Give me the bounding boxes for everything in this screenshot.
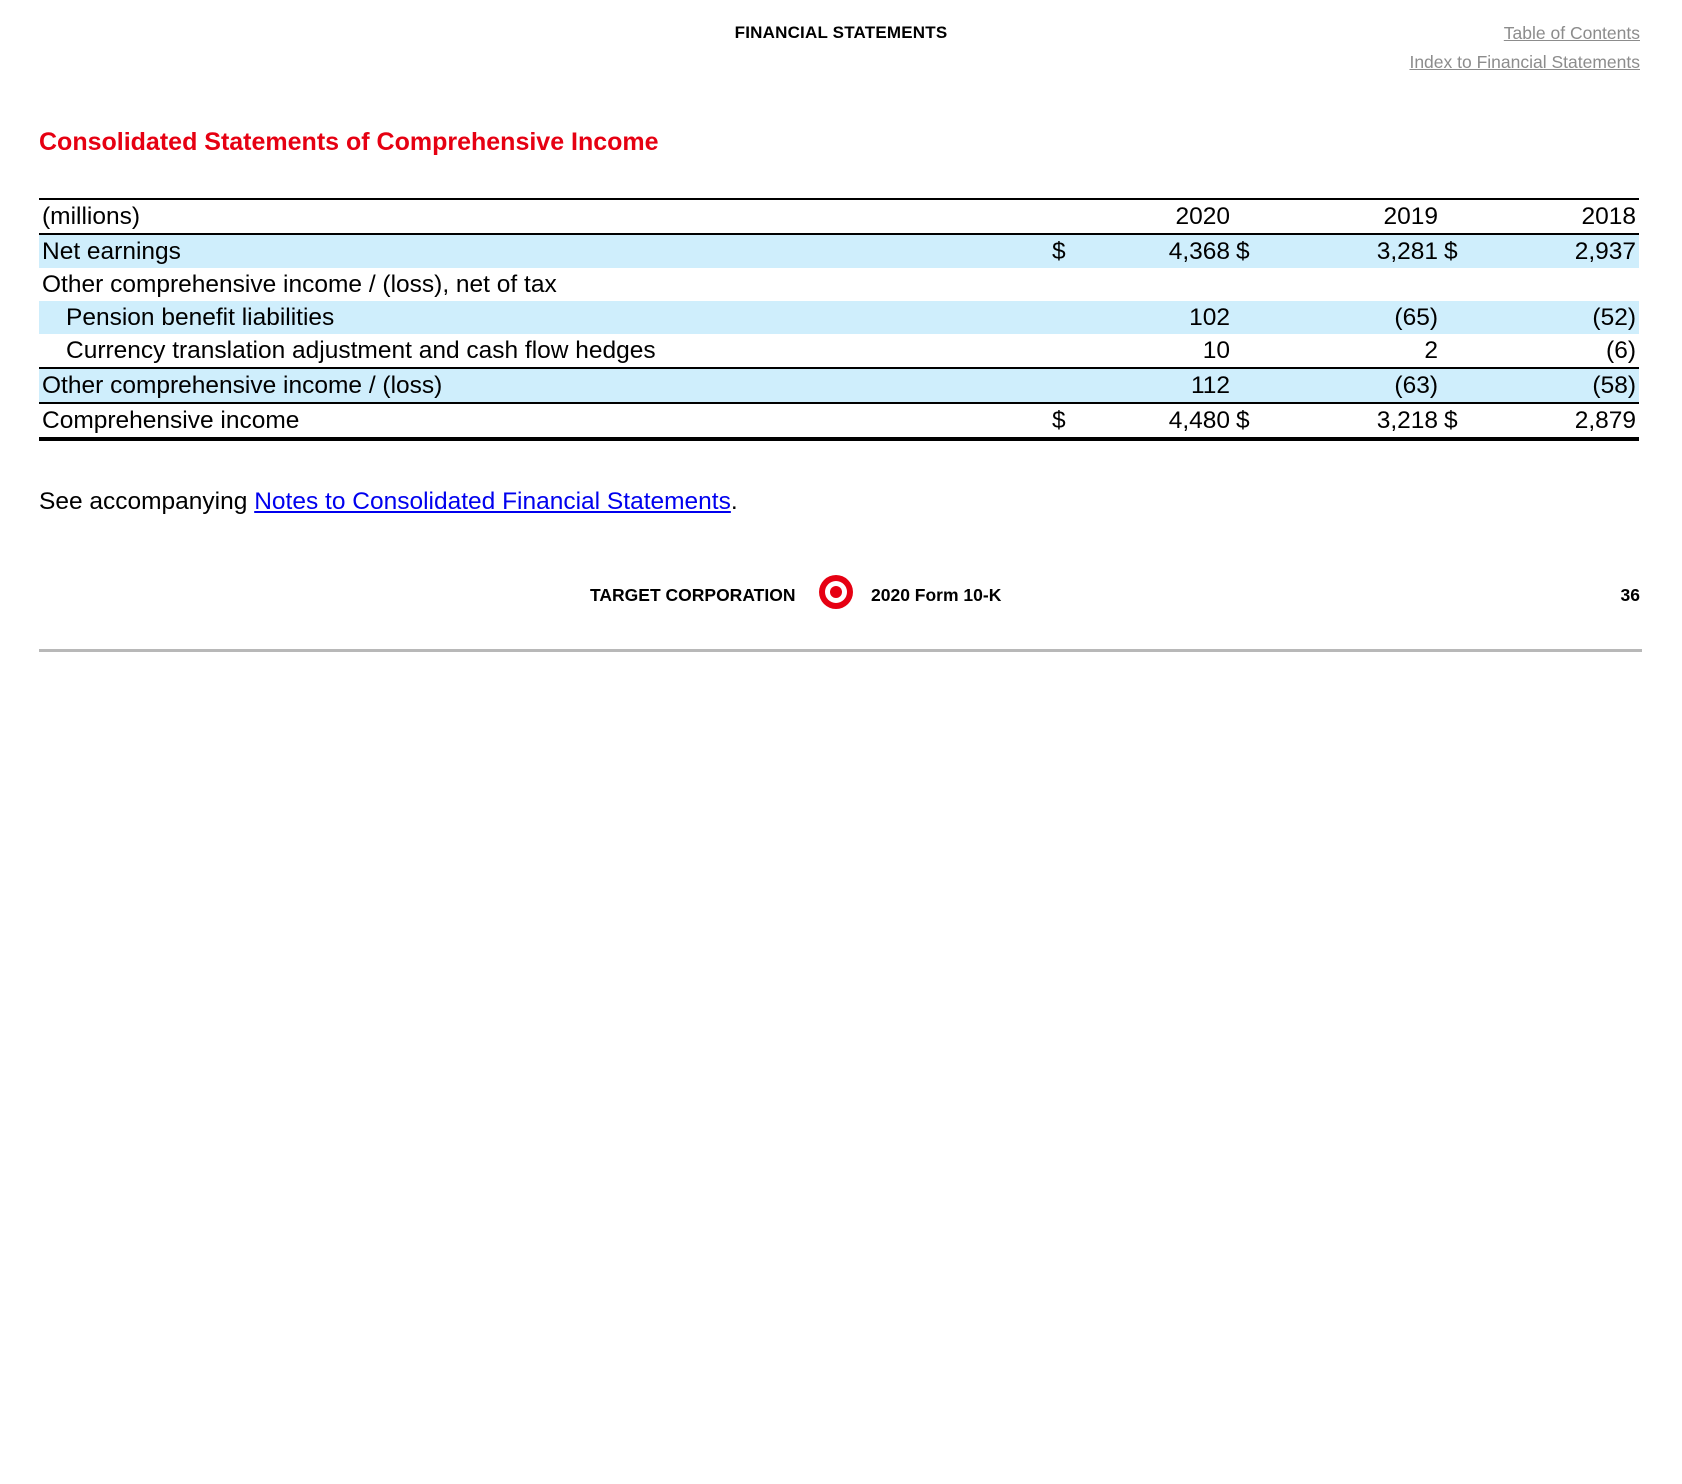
value-2019: 3,281	[1281, 234, 1441, 268]
section-title: FINANCIAL STATEMENTS	[734, 23, 948, 42]
page-number: 36	[1620, 585, 1640, 605]
table-header-row	[39, 199, 1639, 234]
value-2018: 2,879	[1489, 403, 1639, 439]
header-links	[1409, 19, 1640, 77]
page-title: Consolidated Statements of Comprehensive Income	[39, 128, 659, 156]
currency-symbol: $	[1049, 403, 1073, 439]
target-bullseye-icon	[817, 573, 855, 611]
table-row	[39, 334, 1639, 368]
value-2018: 2,937	[1489, 234, 1639, 268]
year-header-2020: 2020	[1073, 199, 1233, 234]
value-2019: 2	[1424, 337, 1438, 364]
value-2018: (58)	[1489, 368, 1639, 403]
footer-company: TARGET CORPORATION	[590, 585, 796, 605]
currency-symbol: $	[1233, 403, 1257, 439]
table-row	[39, 403, 1639, 439]
comprehensive-income-table	[39, 198, 1639, 441]
value-2020: 4,480	[1073, 403, 1233, 439]
table-row	[39, 368, 1639, 403]
value-2018: (6)	[1606, 337, 1636, 364]
table-row	[39, 268, 1639, 301]
page-divider	[39, 649, 1642, 652]
row-label: Comprehensive income	[39, 403, 1049, 439]
year-header-2018: 2018	[1489, 199, 1639, 234]
index-to-financial-statements-link[interactable]: Index to Financial Statements	[1409, 52, 1640, 72]
currency-symbol: $	[1049, 234, 1073, 268]
table-row	[39, 234, 1639, 268]
value-2019: (65)	[1281, 301, 1441, 334]
footer-form: 2020 Form 10-K	[871, 585, 1002, 605]
unit-label: (millions)	[39, 199, 1049, 234]
year-header-2019: 2019	[1281, 199, 1441, 234]
row-label: Other comprehensive income / (loss), net of tax	[42, 271, 557, 298]
currency-symbol: $	[1441, 234, 1465, 268]
value-2020: 112	[1073, 368, 1233, 403]
row-label: Currency translation adjustment and cash flow hedges	[66, 337, 656, 364]
note-suffix: .	[730, 488, 738, 515]
note-prefix: See accompanying	[39, 488, 255, 515]
value-2020: 4,368	[1073, 234, 1233, 268]
row-label: Net earnings	[39, 234, 1049, 268]
page-footer	[0, 573, 1682, 613]
notes-to-financial-statements-link[interactable]: Notes to Consolidated Financial Statements	[254, 488, 731, 515]
currency-symbol: $	[1233, 234, 1257, 268]
value-2020: 10	[1202, 337, 1230, 364]
value-2020: 102	[1073, 301, 1233, 334]
table-of-contents-link[interactable]: Table of Contents	[1503, 23, 1640, 43]
currency-symbol: $	[1441, 403, 1465, 439]
value-2019: 3,218	[1281, 403, 1441, 439]
value-2018: (52)	[1489, 301, 1639, 334]
table-row	[39, 301, 1639, 334]
row-label: Pension benefit liabilities	[39, 301, 1049, 334]
notes-reference	[39, 488, 738, 516]
row-label: Other comprehensive income / (loss)	[39, 368, 1049, 403]
value-2019: (63)	[1281, 368, 1441, 403]
